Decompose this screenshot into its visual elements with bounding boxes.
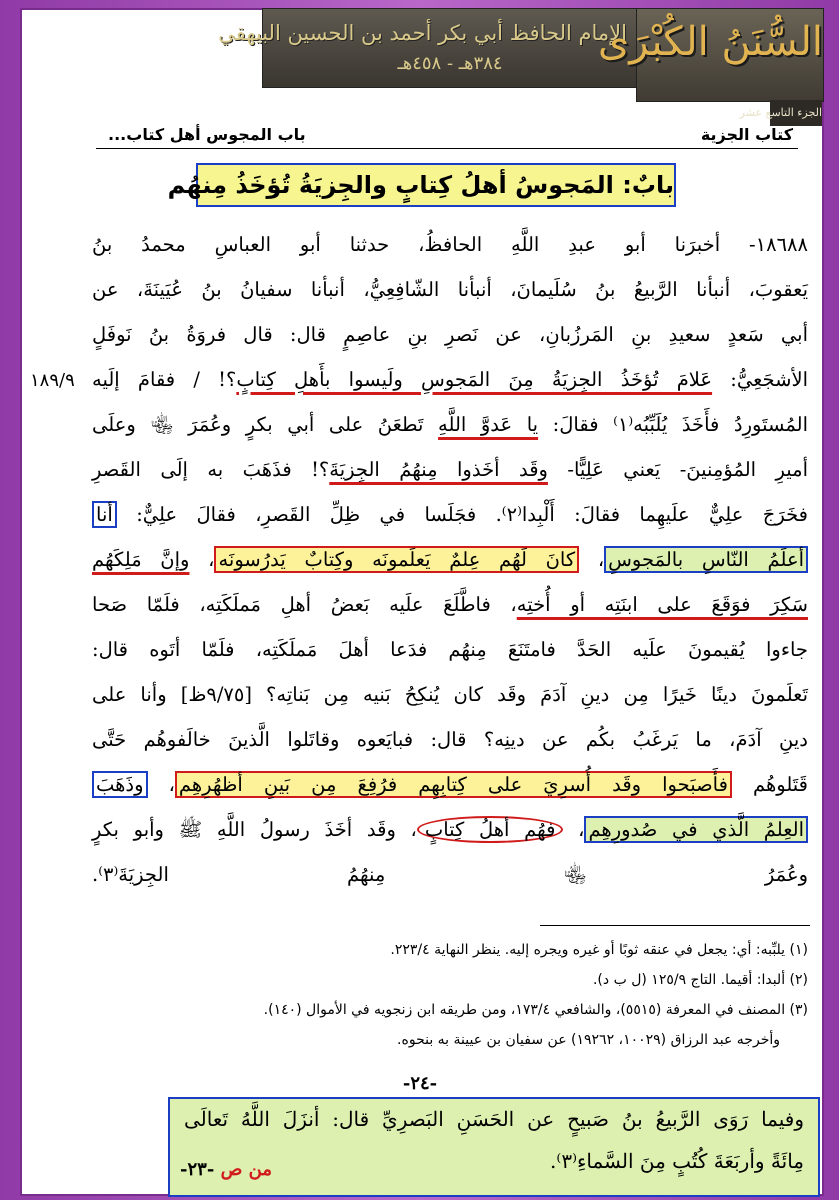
body-line xyxy=(92,852,808,897)
body-line xyxy=(92,717,808,762)
page-number: -٢٤- xyxy=(402,1073,438,1094)
body-line xyxy=(92,267,808,312)
marked-segment: وإنَّ مَلِكَهُم xyxy=(92,548,190,571)
author-banner xyxy=(218,8,638,88)
marked-segment: وذَهَبَ xyxy=(92,771,148,798)
body-line xyxy=(92,627,808,672)
body-line xyxy=(92,222,808,267)
footnote-3: (٣) المصنف في المعرفة (٥٥١٥)، والشافعي ١٧٣/٤، ومن طريقه ابن زنجويه في الأموال (١٤٠). xyxy=(263,1002,808,1018)
volume-label: الجزء التاسع عشر xyxy=(770,100,822,126)
source-page: -٢٣- xyxy=(180,1159,215,1180)
footnote-divider xyxy=(540,925,810,926)
hadith-body xyxy=(92,222,808,897)
text-segment: المُستَورِدُ فأَخَذَ يُلَبِّبُه⁽١⁾ فقالَ: xyxy=(538,413,809,436)
text-segment: تَطعَنُ على أبي بكرٍ وعُمَرَ ﵄ وعلَى xyxy=(92,413,439,436)
text-segment: تَعلَمونَ دينًا خَيرًا مِن دينِ آدَمَ وقَد كان يُنكِحُ بَنيه مِن بَناتِه؟ [٩/٧٥ظ] وأنا على xyxy=(92,683,808,706)
book-title: السُّنَنُ الكُبْرَى xyxy=(597,19,823,65)
text-segment: دينِ آدَمَ، ما يَرغَبُ بكُم عن دينِه؟ قال: فبايَعوه وقاتَلوا الَّذينَ خالَفوهُم حَتَّى xyxy=(92,728,808,751)
text-segment: قَتَلوهُم xyxy=(731,773,808,796)
text-segment: ١٨٦٨٨- أخبرَنا أبو عبدِ اللَّهِ الحافظُ، حدثنا أبو العباسِ محمدُ بنُ xyxy=(92,233,808,256)
text-segment: يَعقوبَ، أنبأنا الرَّبيعُ بنُ سُلَيمانَ، أنبأنا الشّافِعِيُّ، أنبأنا سفيانُ بنُ عُيَينَةَ، عن xyxy=(92,278,808,301)
body-line xyxy=(92,582,808,627)
marked-segment: كانَ لَهُم عِلمٌ يَعلَمونَه وكِتابٌ يَدرُسونَه xyxy=(214,546,579,573)
footnote-3-cont: وأخرجه عبد الرزاق (١٠٠٢٩، ١٩٢٦٢) عن سفيان بن عيينة به بنحوه. xyxy=(397,1032,780,1048)
marked-segment: وقَد أخَذوا مِنهُمُ الجِزيَةَ xyxy=(329,458,548,481)
marked-segment: عَلامَ تُؤخَذُ الجِزيَةُ مِنَ المَجوسِ ولَيسوا بأَهلِ كِتابٍ xyxy=(236,368,713,391)
body-line xyxy=(92,357,808,402)
footnote-2: (٢) ألبدا: أقيما. التاج ١٢٥/٩ (ل ب د). xyxy=(592,972,808,988)
text-segment: ، xyxy=(147,773,175,796)
text-segment: ، xyxy=(189,548,215,571)
text-segment: جاءوا يُقيمونَ علَيه الحَدَّ فامتَنَعَ مِنهُم فدَعا أهلَ مَملَكَتِه، فلَمّا أتَوه قال: xyxy=(92,638,808,661)
body-line xyxy=(92,672,808,717)
text-segment: ، xyxy=(579,548,605,571)
text-segment: أبي سَعدٍ سعيدِ بنِ المَرزُبانِ، عن نَصرِ بنِ عاصِمٍ قال: قال فروَةُ بنُ نَوفَلٍ xyxy=(92,323,808,346)
text-segment: أميرِ المُؤمِنينَ- يَعني عَلِيًّا- xyxy=(547,458,808,481)
body-line xyxy=(92,537,808,582)
text-segment: ، xyxy=(563,818,585,841)
marked-segment: فأَصبَحوا وقَد أُسرِيَ على كِتابِهِم فرُفِعَ مِن بَينِ أظهُرِهِم xyxy=(175,771,732,798)
body-line xyxy=(92,447,808,492)
text-segment: فخَرَجَ علِيٌّ علَيهِما فقالَ: أَلْبِدا⁽٢⁾. فجَلَسا في ظِلِّ القَصرِ، فقالَ علِيٌّ: xyxy=(116,503,809,526)
marked-segment: أعلَمُ النّاسِ بالمَجوسِ xyxy=(604,546,808,573)
marked-segment: فهُم أهلُ كِتابٍ xyxy=(417,816,564,843)
text-segment: ، وقَد أخَذَ رسولُ اللَّهِ ﷺ وأبو بكرٍ xyxy=(92,818,417,841)
marked-segment: أنا xyxy=(92,501,117,528)
text-segment: ؟! / فقامَ إلَيه xyxy=(92,368,237,391)
body-line xyxy=(92,762,808,807)
text-segment: وعُمَرُ ﵄ مِنهُمُ الجِزيَةَ⁽٣⁾. xyxy=(92,863,808,886)
footnotes xyxy=(92,935,808,1055)
text-segment: ؟! فذَهَبَ به إلَى القَصرِ xyxy=(92,458,330,481)
excerpt-line-1: وفيما رَوَى الرَّبيعُ بنُ صَبيحٍ عن الحَسَنِ البَصرِيِّ قال: أنزَلَ اللَّهُ تَعالَى xyxy=(184,1107,804,1131)
running-header-left: باب المجوس أهل كتاب... xyxy=(108,125,306,144)
excerpt-box xyxy=(168,1097,820,1197)
excerpt-line-2: مِائَةً وأربَعَةَ كُتُبٍ مِنَ السَّماءِ⁽٣⁾. xyxy=(550,1149,804,1173)
author-name: الإمام الحافظ أبي بكر أحمد بن الحسين البيهقي xyxy=(218,21,627,45)
author-dates: ٣٨٤هـ - ٤٥٨هـ xyxy=(397,53,503,74)
source-reference xyxy=(180,1159,272,1180)
margin-reference: ١٨٩/٩ xyxy=(30,370,75,391)
marked-segment: يا عَدوَّ اللَّهِ xyxy=(438,413,539,436)
chapter-title: بابٌ: المَجوسُ أهلُ كِتابٍ والجِزيَةُ تُؤخَذُ مِنهُم xyxy=(196,163,676,207)
running-header-right: كتاب الجزية xyxy=(700,125,793,144)
body-line xyxy=(92,312,808,357)
footnote-1: (١) يلبِّبه: أي: يجعل في عنقه ثوبًا أو غيره ويجره إليه. ينظر النهاية ٢٢٣/٤. xyxy=(390,942,808,958)
book-header xyxy=(218,8,823,119)
body-line xyxy=(92,807,808,852)
source-label: من ص xyxy=(220,1159,272,1180)
body-line xyxy=(92,492,808,537)
body-line xyxy=(92,402,808,447)
marked-segment: العِلمُ الَّذي في صُدورِهِم xyxy=(584,816,808,843)
text-segment: الأشجَعِيُّ: xyxy=(712,368,809,391)
title-banner xyxy=(597,8,824,102)
marked-segment: سَكِرَ فوَقَعَ على ابنَتِه أو أُختِه xyxy=(516,593,808,616)
header-divider xyxy=(96,148,798,149)
text-segment: ، فاطَّلَعَ علَيه بَعضُ أهلِ مَملَكَتِه، فلَمّا صَحا xyxy=(92,593,517,616)
